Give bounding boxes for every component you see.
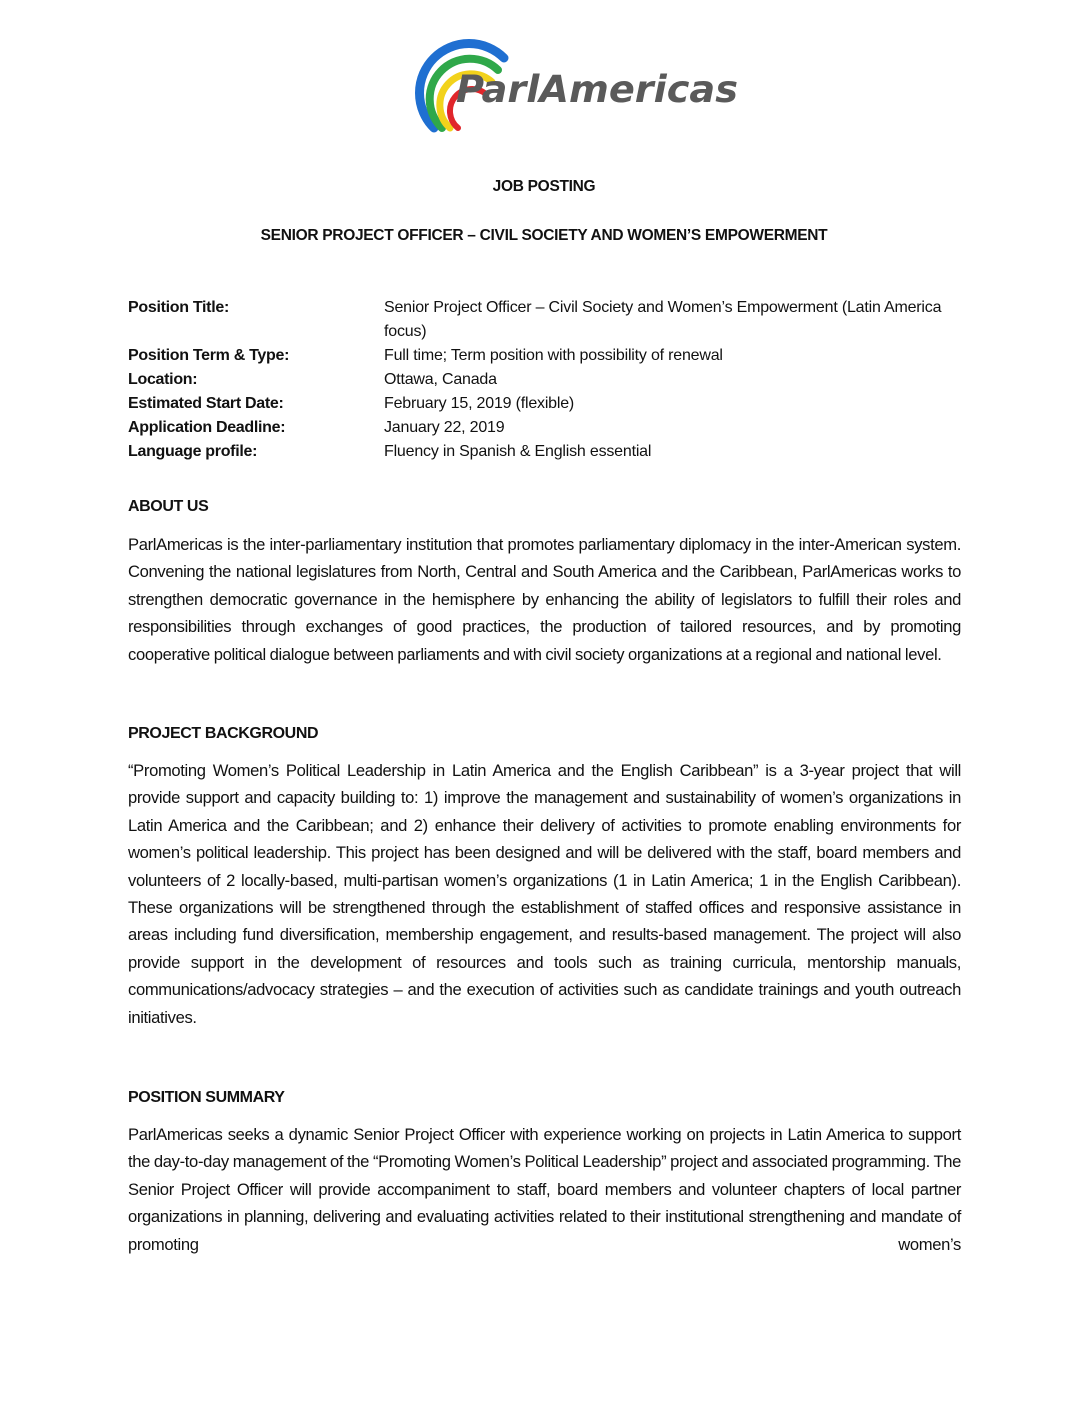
about-us-text: ParlAmericas is the inter-parliamentary institution that promotes parliamentary diplomacy in the inter-American system. Convening the national legislatures from North, Central and South America and the Caribbean, ParlAmericas works to strengthen democratic governance in the hemisphere by enhancing the ability of legislators to fulfill their roles and responsibilities through exchanges of good practices, the production of tailored resources, and by promoting cooperative political dialogue between parliaments and with civil society organizations at a regional and national level. [128,535,961,664]
detail-label: Position Term & Type: [128,347,290,364]
detail-value: Full time; Term position with possibility of renewal [384,347,723,364]
detail-value: Senior Project Officer – Civil Society and Women’s Empowerment (Latin America focus) [384,299,942,340]
detail-row [128,368,968,392]
detail-row [128,416,968,440]
detail-label: Application Deadline: [128,419,286,436]
detail-label: Language profile: [128,443,258,460]
detail-row [128,344,968,368]
detail-value: Fluency in Spanish & English essential [384,443,652,460]
detail-value: January 22, 2019 [384,419,505,436]
detail-value: Ottawa, Canada [384,371,497,388]
parlamericas-arcs-logo-icon [386,36,746,136]
detail-label: Location: [128,371,198,388]
detail-value: February 15, 2019 (flexible) [384,395,575,412]
project-background-heading: PROJECT BACKGROUND [128,725,319,742]
position-heading: SENIOR PROJECT OFFICER – CIVIL SOCIETY AND WOMEN’S EMPOWERMENT [260,227,828,244]
position-summary-text: ParlAmericas seeks a dynamic Senior Project Officer with experience working on projects in Latin America to support the day-to-day management of the “Promoting Women’s Political Leadership” project and associated programming. The Senior Project Officer will provide accompaniment to staff, board members and volunteer chapters of local partner organizations in planning, delivering and evaluating activities related to their institutional strengthening and mandate of promoting women’s [128,1125,961,1254]
detail-row [128,440,968,464]
detail-row [128,296,968,344]
detail-label: Estimated Start Date: [128,395,284,412]
job-posting-heading: JOB POSTING [492,178,596,195]
detail-row [128,392,968,416]
detail-label: Position Title: [128,299,229,316]
position-details [128,296,968,464]
logo-text: ParlAmericas [456,68,738,111]
position-summary-heading: POSITION SUMMARY [128,1089,285,1106]
parlamericas-logo [386,36,746,136]
project-background-text: “Promoting Women’s Political Leadership in Latin America and the English Caribbean” is a 3-year project that will provide support and capacity building to: 1) improve the management and sustainability of women’s organizations in Latin America and the Caribbean; and 2) enhance their delivery of activities to promote enabling environments for women’s political leadership. This project has been designed and will be delivered with the staff, board members and volunteers of 2 locally-based, multi-partisan women’s organizations (1 in Latin America; 1 in the English Caribbean). These organizations will be strengthened through the establishment of staffed offices and responsive assistance in areas including fund diversification, membership engagement, and results-based management. The project will also provide support in the development of resources and tools such as training curricula, mentorship manuals, communications/advocacy strategies – and the execution of activities such as candidate trainings and youth outreach initiatives. [128,761,961,1027]
about-us-heading: ABOUT US [128,498,209,515]
